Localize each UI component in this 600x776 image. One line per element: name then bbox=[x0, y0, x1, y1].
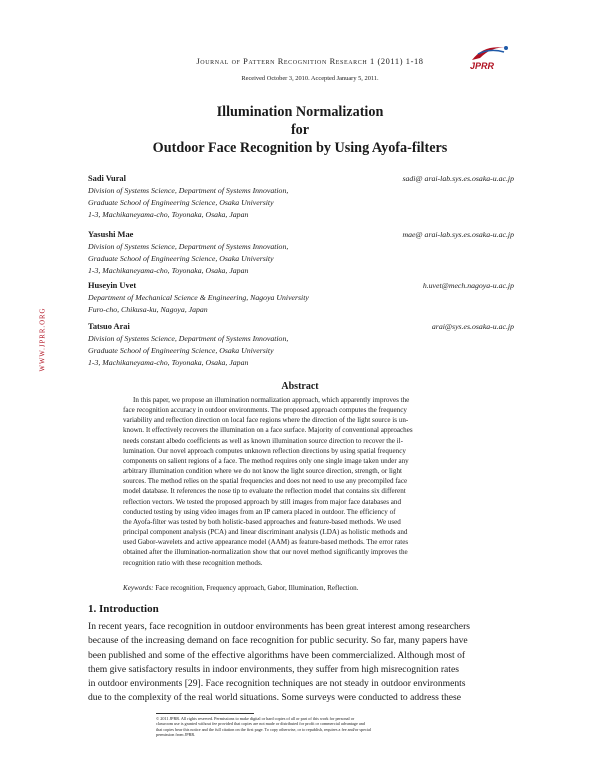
side-url: WWW.JPRR.ORG bbox=[39, 307, 47, 372]
abstract-line: face recognition accuracy in outdoor environments. The proposed approach computes the frequency bbox=[123, 406, 407, 415]
abstract-line: reflection vectors. We tested the proposed approach by still images from major face databases and bbox=[123, 497, 402, 506]
section-heading: 1. Introduction bbox=[88, 603, 159, 615]
title-line: Outdoor Face Recognition by Using Ayofa-filters bbox=[152, 140, 448, 156]
abstract-line: In this paper, we propose an illumination normalization approach, which apparently improves the bbox=[133, 396, 410, 404]
abstract-line: arbitrary illumination condition where we do not know the light source direction, strength, or light bbox=[123, 467, 402, 476]
affiliation-line: Graduate School of Engineering Science, Osaka University bbox=[88, 346, 274, 355]
author-block bbox=[88, 229, 514, 277]
keywords-label: Keywords: bbox=[123, 584, 154, 592]
affiliation-line: Graduate School of Engineering Science, Osaka University bbox=[88, 198, 274, 207]
abstract-line: conducted testing by using video images from an IP camera placed in outdoor. The efficiency of bbox=[123, 507, 396, 516]
intro-line: them give satisfactory results in indoor environments, they suffer from high misrecognition rates bbox=[88, 663, 459, 675]
intro-line: due to the complexity of the real world situations. Some surveys were conducted to address these bbox=[88, 692, 461, 704]
copyright-line: that copies bear this notice and the full citation on the first page. To copy otherwise, or to republish, requires a fee and/or special bbox=[156, 726, 371, 732]
copyright-line: permission from JPRR. bbox=[156, 732, 196, 738]
intro-line: because of the increasing demand on face recognition for public security. So far, many papers have bbox=[88, 635, 468, 647]
intro-line: In recent years, face recognition in outdoor environments has been great interest among researchers bbox=[88, 621, 470, 632]
keywords bbox=[123, 584, 491, 592]
affiliation-line: Division of Systems Science, Department of Systems Innovation, bbox=[88, 186, 289, 195]
abstract-line: obtained after the illumination-normalization show that our novel method significantly improves the bbox=[123, 548, 408, 557]
affiliation-line: Department of Mechanical Science & Engineering, Nagoya University bbox=[88, 293, 309, 302]
author-name: Huseyin Uvet bbox=[88, 281, 137, 290]
abstract-line: used Gabor-wavelets and active appearance model (AAM) as feature-based methods. The error rates bbox=[123, 538, 409, 547]
intro-line: in outdoor environments [29]. Face recognition techniques are not steady in outdoor environments bbox=[88, 678, 466, 690]
introduction-body bbox=[88, 620, 514, 706]
affiliation-line: 1-3, Machikaneyama-cho, Toyonaka, Osaka, Japan bbox=[88, 266, 249, 275]
abstract-line: principal component analysis (PCA) and linear discriminant analysis (LDA) as holistic methods and bbox=[123, 528, 408, 537]
author-block bbox=[88, 173, 514, 221]
affiliation-line: Division of Systems Science, Department of Systems Innovation, bbox=[88, 242, 289, 251]
side-watermark bbox=[35, 270, 45, 410]
abstract-line: sources. The method relies on the spatial frequencies and does not need to use any precompiled face bbox=[123, 477, 408, 486]
logo-text: JPRR bbox=[470, 61, 495, 71]
author-email: sadi@ arai-lab.sys.es.osaka-u.ac.jp bbox=[402, 174, 514, 183]
author-email: arai@sys.es.osaka-u.ac.jp bbox=[431, 322, 514, 331]
abstract-body bbox=[123, 395, 491, 568]
footnote-rule bbox=[156, 713, 254, 714]
affiliation-line: 1-3, Machikaneyama-cho, Toyonaka, Osaka, Japan bbox=[88, 210, 249, 219]
abstract-line: known. It effectively recovers the illumination on a face surface. Majority of conventional approaches bbox=[123, 426, 413, 435]
copyright-line: © 2011 JPRR. All rights reserved. Permissions to make digital or hard copies of all or part of this work for personal or bbox=[156, 716, 355, 721]
affiliation-line: Division of Systems Science, Department of Systems Innovation, bbox=[88, 334, 289, 343]
intro-line: been published and some of the effective algorithms have been commercialized. Although most of bbox=[88, 649, 466, 661]
affiliation-line: Graduate School of Engineering Science, Osaka University bbox=[88, 254, 274, 263]
title-line: for bbox=[290, 122, 310, 138]
abstract-line: needs constant albedo coefficients as well as known illumination source direction to recover the il- bbox=[123, 436, 403, 445]
paper-title bbox=[90, 103, 510, 157]
title-line: Illumination Normalization bbox=[216, 104, 384, 120]
abstract-line: components on salient regions of a face. The method requires only one single image taken under any bbox=[123, 456, 409, 465]
received-dates: Received October 3, 2010. Accepted January 5, 2011. bbox=[241, 75, 379, 82]
abstract-line: the Ayofa-filter was tested by both holistic-based approaches and feature-based methods. We used bbox=[123, 517, 401, 526]
copyright-notice bbox=[156, 716, 446, 738]
author-block bbox=[88, 321, 514, 369]
author-name: Tatsuo Arai bbox=[88, 322, 130, 331]
author-name: Sadi Vural bbox=[88, 174, 126, 183]
abstract-line: model database. It references the nose tip to evaluate the reflection model that contains six different bbox=[123, 487, 406, 496]
affiliation-line: 1-3, Machikaneyama-cho, Toyonaka, Osaka, Japan bbox=[88, 358, 249, 367]
author-email: mae@ arai-lab.sys.es.osaka-u.ac.jp bbox=[402, 230, 514, 239]
author-name: Yasushi Mae bbox=[88, 230, 134, 239]
abstract-line: lumination. Our novel approach computes unknown reflection directions by using spatial frequency bbox=[123, 446, 406, 455]
abstract-heading: Abstract bbox=[281, 381, 319, 392]
jprr-logo bbox=[466, 42, 514, 72]
abstract-line: recognition ratio with these recognition methods. bbox=[123, 558, 263, 567]
keywords-text: Face recognition, Frequency approach, Gabor, Illumination, Reflection. bbox=[155, 584, 359, 592]
abstract-line: variability and reflection direction on local face regions where the direction of the light source is un- bbox=[123, 416, 409, 425]
journal-header: Journal of Pattern Recognition Research 1 (2011) 1-18 bbox=[196, 57, 424, 66]
copyright-line: classroom use is granted without fee provided that copies are not made or distributed for profit or commercial advantage and bbox=[156, 721, 365, 727]
affiliation-line: Furo-cho, Chikusa-ku, Nagoya, Japan bbox=[88, 305, 208, 314]
author-block bbox=[88, 280, 514, 316]
author-email: h.uvet@mech.nagoya-u.ac.jp bbox=[422, 281, 514, 290]
